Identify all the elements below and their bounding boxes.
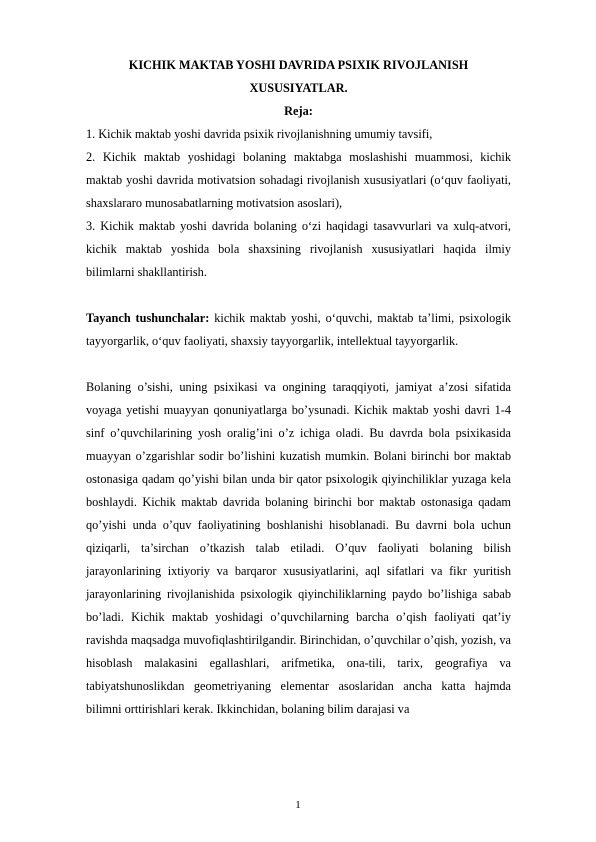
page-number: 1	[295, 799, 301, 811]
key-concepts-paragraph	[86, 307, 511, 353]
page-content	[86, 54, 511, 721]
plan-item: 1. Kichik maktab yoshi davrida psixik rivojlanishning umumiy tavsifi,	[86, 127, 433, 141]
paragraph-spacer	[86, 284, 511, 307]
key-concepts-label: Tayanch tushunchalar:	[86, 311, 210, 325]
plan-heading: Reja:	[284, 104, 313, 118]
paragraph-spacer	[86, 353, 511, 376]
plan-item: 3. Kichik maktab yoshi davrida bolaning o‘zi haqidagi tasavvurlari va xulq-atvori, kichik maktab yoshida bola shaxsining rivojlanish xususiyatlari haqida ilmiy bilimlarni shakllantirish.	[86, 219, 511, 279]
key-concepts-text: kichik maktab yoshi, o‘quvchi, maktab ta’limi, psixologik tayyorgarlik, o‘quv faoliyati, shaxsiy tayyorgarlik, intellektual tayyorgarlik.	[86, 311, 512, 348]
document-title: KICHIK MAKTAB YOSHI DAVRIDA PSIXIK RIVOJLANISH XUSUSIYATLAR.	[128, 58, 469, 95]
body-paragraph: Bolaning o’sishi, uning psixikasi va ongining taraqqiyoti, jamiyat a’zosi sifatida voyaga yetishi muayyan qonuniyatlarga bo’ysunadi. Kichik maktab yoshi davri 1-4 sinf o’quvchilarining yosh oralig’ini o’z ichiga oladi. Bu davrda bola psixikasida muayyan o’zgarishlar sodir bo’lishini kuzatish mumkin. Bolani birinchi bor maktab ostonasiga qadam qo’yishi bilan unda bir qator psixologik qiyinchiliklar yuzaga kela boshlaydi. Kichik maktab davrida bolaning birinchi bor maktab ostonasiga qadam qo’yishi unda o’quv faoliyatining boshlanishi hisoblanadi. Bu davrni bola uchun qiziqarli, ta’sirchan o’tkazish talab etiladi. O’quv faoliyati bolaning bilish jarayonlarining ixtiyoriy va barqaror xususiyatlarini, aql sifatlari va fikr yuritish jarayonlarining rivojlanishida psixologik qiyinchiliklarning paydo bo’lishiga sabab bo’ladi. Kichik maktab yoshidagi o’quvchilarning barcha o’qish faoliyati qat’iy ravishda maqsadga muvofiqlashtirilgandir. Birinchidan, o’quvchilar o’qish, yozish, va hisoblash malakasini egallashlari, arifmetika, ona-tili, tarix, geografiya va tabiyatshunoslikdan geometriyaning elementar asoslaridan ancha katta hajmda bilimni orttirishlari kerak. Ikkinchidan, bolaning bilim darajasi va	[86, 380, 511, 716]
plan-item: 2. Kichik maktab yoshidagi bolaning maktabga moslashishi muammosi, kichik maktab yoshi davrida motivatsion sohadagi rivojlanish xususiyatlari (o‘quv faoliyati, shaxslararo munosabatlarning motivatsion asoslari),	[86, 150, 511, 210]
